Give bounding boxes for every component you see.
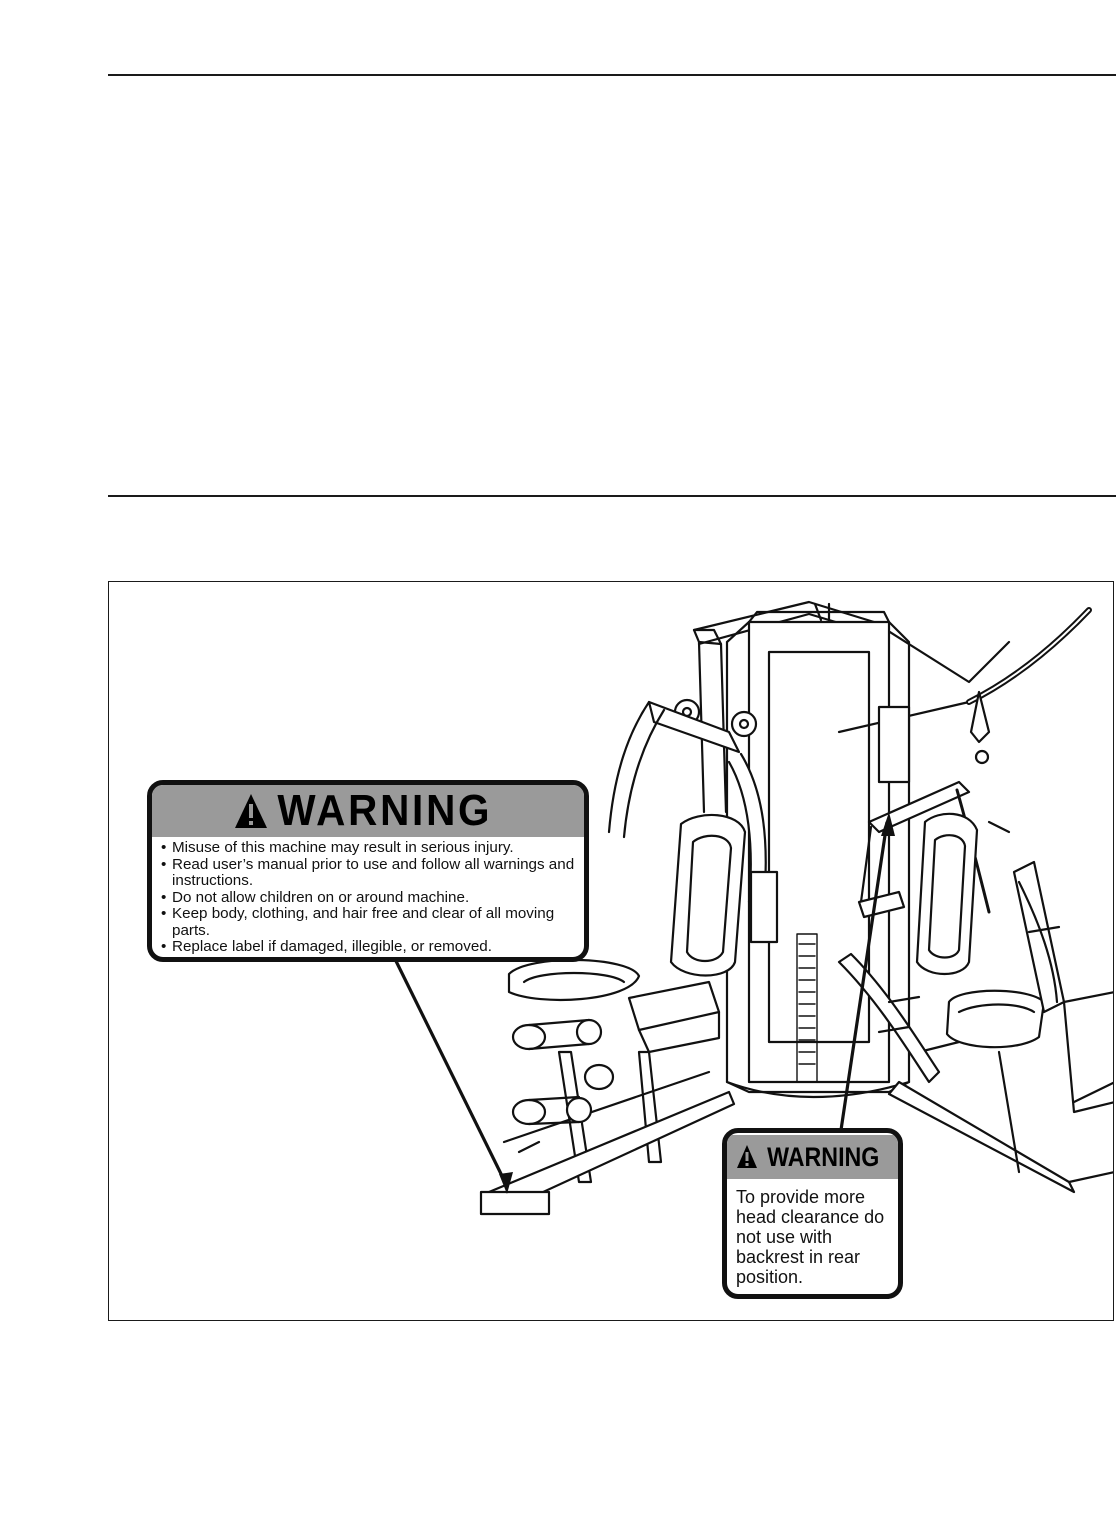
equipment-figure bbox=[108, 581, 1114, 1321]
warning-item: • Replace label if damaged, illegible, or removed. bbox=[161, 939, 578, 956]
warning-triangle-icon bbox=[736, 1144, 758, 1170]
top-rule bbox=[108, 74, 1116, 76]
warning-label-small bbox=[722, 1128, 903, 1299]
warning-header bbox=[152, 785, 584, 837]
warning-item: • Do not allow children on or around machine. bbox=[161, 890, 578, 907]
warning-item: • Read user’s manual prior to use and follow all warnings and instructions. bbox=[161, 857, 578, 890]
warning-list bbox=[152, 840, 584, 956]
warning-label-large bbox=[147, 780, 589, 962]
warning-header bbox=[727, 1135, 898, 1179]
warning-title: WARNING bbox=[767, 1141, 880, 1172]
warning-text: To provide more head clearance do not use with backrest in rear position. bbox=[736, 1187, 885, 1287]
middle-rule bbox=[108, 495, 1116, 497]
warning-triangle-icon bbox=[234, 792, 268, 830]
warning-item: • Keep body, clothing, and hair free and clear of all moving parts. bbox=[161, 906, 578, 939]
warning-title: WARNING bbox=[277, 786, 493, 835]
warning-item: • Misuse of this machine may result in serious injury. bbox=[161, 840, 578, 857]
